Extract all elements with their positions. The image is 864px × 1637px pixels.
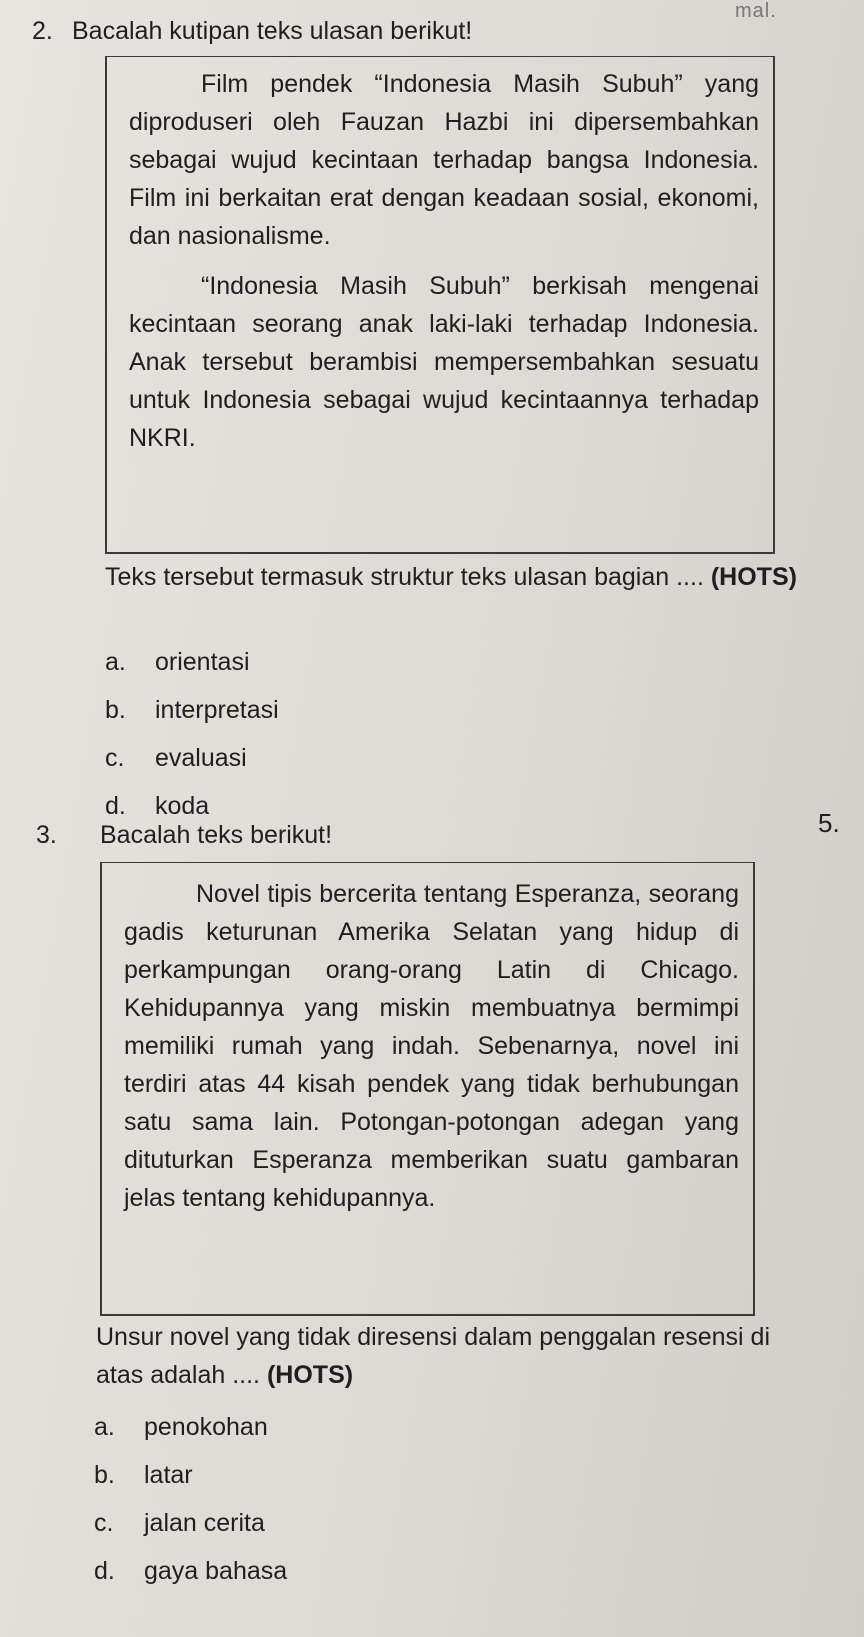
option-text: jalan cerita: [144, 1509, 265, 1537]
question-2-options: [105, 638, 279, 830]
option-letter: a.: [94, 1413, 115, 1441]
question-3-stem: [96, 1318, 796, 1394]
question-3-options: [94, 1403, 287, 1595]
passage-paragraph: Novel tipis bercerita tentang Esperanza, seorang gadis keturunan Amerika Selatan yang hidup di perkampungan orang-orang Latin di Chicago. Kehidupannya yang miskin membuatnya bermimpi memiliki rumah yang indah. Sebenarnya, novel ini terdiri atas 44 kisah pendek yang tidak berhubungan satu sama lain. Potongan-potongan adegan yang dituturkan Esperanza memberikan suatu gambaran jelas tentang kehidupannya.: [124, 880, 739, 1212]
option-letter: b.: [105, 696, 126, 724]
option-text: evaluasi: [155, 744, 247, 772]
passage-paragraph: “Indonesia Masih Subuh” berkisah mengenai kecintaan seorang anak laki-laki terhadap Indonesia. Anak tersebut berambisi mempersembahkan sesuatu untuk Indonesia sebagai wujud kecintaannya terhadap NKRI.: [129, 272, 759, 452]
option-a[interactable]: [94, 1403, 287, 1451]
option-c[interactable]: [94, 1499, 287, 1547]
option-text: latar: [144, 1461, 193, 1489]
option-a[interactable]: [105, 638, 279, 686]
option-text: orientasi: [155, 648, 250, 676]
option-letter: a.: [105, 648, 126, 676]
option-b[interactable]: [105, 686, 279, 734]
option-text: koda: [155, 792, 210, 820]
option-d[interactable]: [94, 1547, 287, 1595]
option-b[interactable]: [94, 1451, 287, 1499]
passage-paragraph: Film pendek “Indonesia Masih Subuh” yang diproduseri oleh Fauzan Hazbi ini dipersembahkan sebagai wujud kecintaan terhadap bangsa Indonesia. Film ini berkaitan erat dengan keadaan sosial, ekonomi, dan nasionalisme.: [129, 70, 759, 250]
hots-tag: (HOTS): [266, 1361, 354, 1389]
question-number: 2.: [32, 17, 53, 45]
question-3-header: [36, 820, 332, 850]
option-letter: d.: [94, 1557, 115, 1585]
stem-text: Unsur novel yang tidak diresensi dalam penggalan resensi di atas adalah ....: [96, 1323, 771, 1389]
question-2-stem: [105, 558, 805, 596]
option-letter: c.: [94, 1509, 114, 1537]
option-text: penokohan: [144, 1413, 268, 1441]
option-text: interpretasi: [155, 696, 279, 724]
side-question-number: 5.: [818, 808, 840, 838]
stem-text: Teks tersebut termasuk struktur teks ulasan bagian ....: [105, 563, 704, 591]
option-letter: b.: [94, 1461, 115, 1489]
option-letter: d.: [105, 792, 126, 820]
hots-tag: (HOTS): [710, 563, 797, 591]
top-edge-fragment: mal.: [735, 0, 777, 22]
novel-excerpt-box: [100, 862, 755, 1316]
question-2-header: [32, 16, 472, 46]
question-instruction: Bacalah teks berikut!: [100, 821, 333, 849]
question-number: 3.: [36, 821, 57, 849]
question-instruction: Bacalah kutipan teks ulasan berikut!: [72, 17, 473, 45]
option-c[interactable]: [105, 734, 279, 782]
option-text: gaya bahasa: [144, 1557, 288, 1585]
option-letter: c.: [105, 744, 125, 772]
review-excerpt-box: [105, 56, 775, 554]
